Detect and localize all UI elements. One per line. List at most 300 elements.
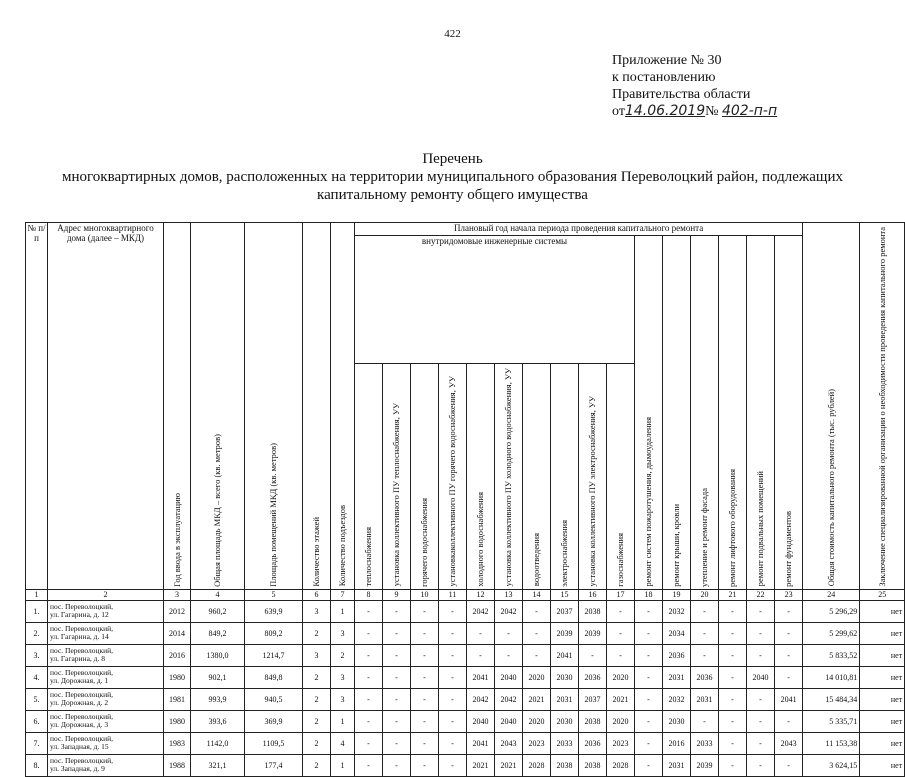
- cell-c21: -: [719, 666, 747, 688]
- cell-c19: 2032: [663, 688, 691, 710]
- cell-c19: 2031: [663, 666, 691, 688]
- header-premises-area-text: Площадь помещений МКД (кв. метров): [268, 442, 278, 587]
- cell-c9: -: [383, 622, 411, 644]
- cell-c9: -: [383, 710, 411, 732]
- cell-floors: 3: [303, 644, 331, 666]
- cell-c17: 2023: [607, 732, 635, 754]
- cell-c15: 2038: [551, 754, 579, 776]
- cell-c14: 2028: [523, 754, 551, 776]
- cell-floors: 2: [303, 666, 331, 688]
- cell-total: 1380,0: [191, 644, 245, 666]
- cell-c10: -: [411, 644, 439, 666]
- cell-cost: 14 010,81: [803, 666, 860, 688]
- cell-cost: 11 153,38: [803, 732, 860, 754]
- cell-c10: -: [411, 600, 439, 622]
- cell-c12: 2041: [467, 732, 495, 754]
- header-entrances-text: Количество подъездов: [337, 505, 347, 587]
- cell-c11: -: [439, 688, 467, 710]
- header-total-area-text: Общая площадь МКД – всего (кв. метров): [212, 433, 222, 587]
- cell-c19: 2031: [663, 754, 691, 776]
- column-number: 16: [579, 589, 607, 600]
- header-c12: [467, 364, 495, 589]
- header-c22-text: ремонт подвальных помещений: [755, 471, 765, 587]
- header-premises-area: [245, 223, 303, 590]
- column-number: 1: [26, 589, 48, 600]
- cell-c20: 2039: [691, 754, 719, 776]
- header-c15-text: электроснабжения: [559, 519, 569, 587]
- header-conclusion: [860, 223, 905, 590]
- cell-c18: -: [635, 644, 663, 666]
- title-line-2: многоквартирных домов, расположенных на территории муниципального образования Переволоцкий район, подлежащих: [62, 169, 843, 185]
- address-line-1: пос. Переволоцкий,: [50, 623, 114, 633]
- header-c13: [495, 364, 523, 589]
- header-c10: [411, 364, 439, 589]
- cell-c14: -: [523, 622, 551, 644]
- header-c18-text: ремонт систем пожаротушения, дымоудаления: [643, 417, 653, 587]
- cell-c17: 2020: [607, 710, 635, 732]
- appendix-line-3: Правительства области: [612, 87, 751, 102]
- cell-c23: -: [775, 666, 803, 688]
- cell-c16: 2038: [579, 600, 607, 622]
- cell-c15: 2030: [551, 710, 579, 732]
- address-line-2: ул. Западная, д. 9: [50, 764, 105, 774]
- address-line-1: пос. Переволоцкий,: [50, 667, 114, 677]
- buildings-table: [25, 222, 905, 777]
- cell-cost: 5 299,62: [803, 622, 860, 644]
- cell-c17: 2020: [607, 666, 635, 688]
- appendix-line-1: Приложение № 30: [612, 53, 722, 68]
- cell-c17: -: [607, 600, 635, 622]
- cell-c22: -: [747, 600, 775, 622]
- cell-c20: -: [691, 600, 719, 622]
- cell-address: [48, 688, 164, 710]
- address-line-1: пос. Переволоцкий,: [50, 645, 114, 655]
- cell-c18: -: [635, 666, 663, 688]
- address-line-1: пос. Переволоцкий,: [50, 755, 114, 765]
- table-row: [26, 710, 905, 732]
- cell-c19: 2032: [663, 600, 691, 622]
- cell-c15: 2031: [551, 688, 579, 710]
- header-c15: [551, 364, 579, 589]
- cell-c16: 2037: [579, 688, 607, 710]
- page-number: 422: [444, 28, 461, 40]
- cell-entr: 1: [331, 754, 355, 776]
- cell-c12: 2042: [467, 600, 495, 622]
- cell-c19: 2034: [663, 622, 691, 644]
- cell-c18: -: [635, 600, 663, 622]
- cell-c9: -: [383, 644, 411, 666]
- header-c16: [579, 364, 607, 589]
- cell-n: 8.: [26, 754, 48, 776]
- cell-c8: -: [355, 688, 383, 710]
- cell-year: 2014: [164, 622, 191, 644]
- cell-conc: нет: [860, 600, 905, 622]
- cell-c12: 2040: [467, 710, 495, 732]
- appendix-from: от: [612, 104, 625, 119]
- cell-c11: -: [439, 710, 467, 732]
- cell-c13: 2042: [495, 600, 523, 622]
- cell-year: 2012: [164, 600, 191, 622]
- cell-c11: -: [439, 754, 467, 776]
- cell-total: 321,1: [191, 754, 245, 776]
- cell-c9: -: [383, 754, 411, 776]
- header-c23-text: ремонт фундаментов: [783, 510, 794, 587]
- document-title: [20, 150, 885, 204]
- header-c20-text: утепление и ремонт фасада: [699, 487, 709, 587]
- cell-c11: -: [439, 666, 467, 688]
- cell-n: 7.: [26, 732, 48, 754]
- cell-c13: 2042: [495, 688, 523, 710]
- cell-c21: -: [719, 622, 747, 644]
- column-number: 25: [860, 589, 905, 600]
- cell-c14: 2020: [523, 710, 551, 732]
- cell-conc: нет: [860, 622, 905, 644]
- cell-prem: 369,9: [245, 710, 303, 732]
- cell-c9: -: [383, 666, 411, 688]
- cell-year: 1980: [164, 666, 191, 688]
- cell-c13: 2021: [495, 754, 523, 776]
- cell-c14: -: [523, 600, 551, 622]
- cell-entr: 3: [331, 688, 355, 710]
- address-line-2: ул. Западная, д. 15: [50, 742, 109, 752]
- header-floors: [303, 223, 331, 590]
- cell-prem: 1109,5: [245, 732, 303, 754]
- cell-cost: 5 335,71: [803, 710, 860, 732]
- cell-address: [48, 666, 164, 688]
- column-number: 24: [803, 589, 860, 600]
- cell-year: 1983: [164, 732, 191, 754]
- column-number: 5: [245, 589, 303, 600]
- cell-floors: 3: [303, 600, 331, 622]
- cell-c19: 2016: [663, 732, 691, 754]
- cell-prem: 809,2: [245, 622, 303, 644]
- cell-year: 2016: [164, 644, 191, 666]
- cell-total: 1142,0: [191, 732, 245, 754]
- cell-c18: -: [635, 754, 663, 776]
- cell-c14: 2020: [523, 666, 551, 688]
- cell-c20: -: [691, 710, 719, 732]
- cell-c17: 2021: [607, 688, 635, 710]
- cell-address: [48, 644, 164, 666]
- address-line-1: пос. Переволоцкий,: [50, 711, 114, 721]
- cell-c14: -: [523, 644, 551, 666]
- title-line-1: Перечень: [422, 151, 483, 167]
- cell-c18: -: [635, 710, 663, 732]
- header-year: [164, 223, 191, 590]
- cell-c21: -: [719, 600, 747, 622]
- cell-c20: 2033: [691, 732, 719, 754]
- cell-c16: 2036: [579, 666, 607, 688]
- cell-c16: -: [579, 644, 607, 666]
- cell-c23: -: [775, 600, 803, 622]
- cell-total: 902,1: [191, 666, 245, 688]
- header-planned-year: Плановый год начала периода проведения капитального ремонта: [355, 223, 803, 236]
- header-c21-text: ремонт лифтового оборудования: [727, 468, 737, 587]
- cell-c22: -: [747, 622, 775, 644]
- appendix-date-line: [612, 103, 777, 120]
- cell-n: 4.: [26, 666, 48, 688]
- cell-conc: нет: [860, 710, 905, 732]
- cell-conc: нет: [860, 644, 905, 666]
- cell-c10: -: [411, 688, 439, 710]
- cell-prem: 1214,7: [245, 644, 303, 666]
- cell-cost: 5 296,29: [803, 600, 860, 622]
- cell-c12: -: [467, 622, 495, 644]
- header-c8: [355, 364, 383, 589]
- cell-c16: 2038: [579, 710, 607, 732]
- header-cost-text: Общая стоимость капитального ремонта (тыс. рублей): [825, 389, 836, 587]
- header-c19-text: ремонт крыши, кровли: [671, 503, 681, 587]
- cell-c13: 2040: [495, 710, 523, 732]
- cell-year: 1988: [164, 754, 191, 776]
- column-number: 9: [383, 589, 411, 600]
- cell-conc: нет: [860, 732, 905, 754]
- header-floors-text: Количество этажей: [311, 517, 321, 587]
- cell-floors: 2: [303, 754, 331, 776]
- column-number: 19: [663, 589, 691, 600]
- cell-n: 1.: [26, 600, 48, 622]
- header-c16-text: установка коллективного ПУ электроснабжения, УУ: [587, 396, 597, 587]
- cell-c15: 2041: [551, 644, 579, 666]
- cell-c10: -: [411, 666, 439, 688]
- cell-c16: 2036: [579, 732, 607, 754]
- address-line-2: ул. Гагарина, д. 14: [50, 632, 109, 642]
- column-number: 11: [439, 589, 467, 600]
- table-row: [26, 732, 905, 754]
- header-c14-text: водоотведения: [531, 533, 541, 587]
- column-number: 13: [495, 589, 523, 600]
- table-row: [26, 754, 905, 776]
- column-number: 6: [303, 589, 331, 600]
- cell-floors: 2: [303, 732, 331, 754]
- cell-c21: -: [719, 710, 747, 732]
- cell-n: 2.: [26, 622, 48, 644]
- column-number: 14: [523, 589, 551, 600]
- header-entrances: [331, 223, 355, 590]
- cell-address: [48, 754, 164, 776]
- cell-total: 393,6: [191, 710, 245, 732]
- cell-c23: -: [775, 710, 803, 732]
- column-number: 8: [355, 589, 383, 600]
- cell-c13: 2040: [495, 666, 523, 688]
- cell-total: 960,2: [191, 600, 245, 622]
- column-number-row: [26, 589, 905, 600]
- cell-c23: -: [775, 622, 803, 644]
- cell-year: 1981: [164, 688, 191, 710]
- column-number: 7: [331, 589, 355, 600]
- table-row: [26, 622, 905, 644]
- cell-conc: нет: [860, 754, 905, 776]
- column-number: 17: [607, 589, 635, 600]
- cell-c15: 2039: [551, 622, 579, 644]
- cell-c13: -: [495, 644, 523, 666]
- header-c11: [439, 364, 467, 589]
- header-c17-text: газоснабжения: [615, 532, 625, 587]
- cell-address: [48, 622, 164, 644]
- cell-c23: 2041: [775, 688, 803, 710]
- header-c9-text: установка коллективного ПУ теплоснабжения, УУ: [391, 403, 401, 587]
- address-line-1: пос. Переволоцкий,: [50, 689, 114, 699]
- cell-c11: -: [439, 622, 467, 644]
- cell-c18: -: [635, 622, 663, 644]
- header-c13-text: установка коллективного ПУ холодного водоснабжения, УУ: [503, 368, 513, 587]
- cell-c20: -: [691, 644, 719, 666]
- cell-c22: -: [747, 688, 775, 710]
- cell-address: [48, 732, 164, 754]
- cell-entr: 1: [331, 600, 355, 622]
- column-number: 12: [467, 589, 495, 600]
- cell-c13: -: [495, 622, 523, 644]
- cell-n: 3.: [26, 644, 48, 666]
- address-line-2: ул. Дорожная, д. 2: [50, 698, 109, 708]
- cell-prem: 639,9: [245, 600, 303, 622]
- cell-c8: -: [355, 732, 383, 754]
- cell-year: 1980: [164, 710, 191, 732]
- column-number: 15: [551, 589, 579, 600]
- cell-c9: -: [383, 688, 411, 710]
- title-line-3: капитальному ремонту общего имущества: [317, 187, 588, 203]
- cell-floors: 2: [303, 622, 331, 644]
- address-line-1: пос. Переволоцкий,: [50, 601, 114, 611]
- header-num: № п/п: [26, 223, 48, 590]
- column-number: 3: [164, 589, 191, 600]
- cell-c18: -: [635, 688, 663, 710]
- appendix-line-2: к постановлению: [612, 70, 716, 85]
- cell-c21: -: [719, 754, 747, 776]
- cell-c11: -: [439, 732, 467, 754]
- cell-c16: 2039: [579, 622, 607, 644]
- cell-c9: -: [383, 600, 411, 622]
- cell-c22: -: [747, 710, 775, 732]
- cell-c8: -: [355, 666, 383, 688]
- cell-c16: 2038: [579, 754, 607, 776]
- cell-c10: -: [411, 710, 439, 732]
- cell-c15: 2033: [551, 732, 579, 754]
- cell-c19: 2036: [663, 644, 691, 666]
- address-line-2: ул. Гагарина, д. 12: [50, 610, 109, 620]
- header-internal-systems: внутридомовые инженерные системы: [355, 236, 635, 364]
- header-c20: [691, 236, 719, 590]
- address-line-2: ул. Дорожная, д. 1: [50, 676, 109, 686]
- cell-total: 849,2: [191, 622, 245, 644]
- cell-n: 6.: [26, 710, 48, 732]
- cell-c19: 2030: [663, 710, 691, 732]
- address-line-1: пос. Переволоцкий,: [50, 733, 114, 743]
- address-line-2: ул. Гагарина, д. 8: [50, 654, 105, 664]
- table-row: [26, 688, 905, 710]
- cell-c21: -: [719, 688, 747, 710]
- cell-prem: 177,4: [245, 754, 303, 776]
- cell-c11: -: [439, 644, 467, 666]
- header-c19: [663, 236, 691, 590]
- cell-c12: -: [467, 644, 495, 666]
- cell-entr: 3: [331, 622, 355, 644]
- cell-c22: 2040: [747, 666, 775, 688]
- appendix-number: 402-п-п: [721, 103, 778, 119]
- cell-cost: 5 833,52: [803, 644, 860, 666]
- cell-c8: -: [355, 710, 383, 732]
- cell-c8: -: [355, 644, 383, 666]
- cell-cost: 15 484,34: [803, 688, 860, 710]
- cell-c22: -: [747, 732, 775, 754]
- cell-floors: 2: [303, 688, 331, 710]
- header-c22: [747, 236, 775, 590]
- cell-c8: -: [355, 600, 383, 622]
- cell-c22: -: [747, 644, 775, 666]
- cell-c17: 2028: [607, 754, 635, 776]
- cell-c14: 2023: [523, 732, 551, 754]
- cell-c14: 2021: [523, 688, 551, 710]
- cell-c21: -: [719, 644, 747, 666]
- cell-c23: -: [775, 644, 803, 666]
- column-number: 4: [191, 589, 245, 600]
- header-c23: [775, 236, 803, 590]
- cell-c18: -: [635, 732, 663, 754]
- appendix-date: 14.06.2019: [624, 103, 706, 119]
- table-row: [26, 644, 905, 666]
- header-c11-text: установкаколлективного ПУ горячего водоснабжения, УУ: [447, 376, 457, 587]
- cell-c23: 2043: [775, 732, 803, 754]
- column-number: 18: [635, 589, 663, 600]
- cell-entr: 2: [331, 644, 355, 666]
- cell-entr: 4: [331, 732, 355, 754]
- cell-c12: 2042: [467, 688, 495, 710]
- table-row: [26, 600, 905, 622]
- cell-total: 993,9: [191, 688, 245, 710]
- column-number: 23: [775, 589, 803, 600]
- cell-n: 5.: [26, 688, 48, 710]
- cell-address: [48, 600, 164, 622]
- header-c21: [719, 236, 747, 590]
- cell-c20: 2036: [691, 666, 719, 688]
- cell-c21: -: [719, 732, 747, 754]
- cell-prem: 849,8: [245, 666, 303, 688]
- address-line-2: ул. Дорожная, д. 3: [50, 720, 109, 730]
- cell-c10: -: [411, 732, 439, 754]
- header-c17: [607, 364, 635, 589]
- cell-c13: 2043: [495, 732, 523, 754]
- cell-c20: -: [691, 622, 719, 644]
- cell-conc: нет: [860, 688, 905, 710]
- header-year-text: Год ввода в эксплуатацию: [171, 492, 182, 587]
- cell-prem: 940,5: [245, 688, 303, 710]
- header-total-area: [191, 223, 245, 590]
- cell-c9: -: [383, 732, 411, 754]
- header-c10-text: горячего водоснабжения: [419, 497, 429, 587]
- appendix-block: [612, 52, 777, 120]
- header-cost: [803, 223, 860, 590]
- cell-c10: -: [411, 754, 439, 776]
- cell-c17: -: [607, 622, 635, 644]
- cell-c10: -: [411, 622, 439, 644]
- cell-cost: 3 624,15: [803, 754, 860, 776]
- cell-c12: 2021: [467, 754, 495, 776]
- column-number: 2: [48, 589, 164, 600]
- cell-c12: 2041: [467, 666, 495, 688]
- header-conclusion-text: Заключение специализированной организации о необходимости проведения капитального ремонта: [876, 227, 887, 587]
- column-number: 10: [411, 589, 439, 600]
- header-c18: [635, 236, 663, 590]
- cell-c22: -: [747, 754, 775, 776]
- cell-entr: 3: [331, 666, 355, 688]
- cell-c20: 2031: [691, 688, 719, 710]
- cell-c23: -: [775, 754, 803, 776]
- header-c14: [523, 364, 551, 589]
- cell-entr: 1: [331, 710, 355, 732]
- table-body: [26, 600, 905, 776]
- column-number: 20: [691, 589, 719, 600]
- cell-c17: -: [607, 644, 635, 666]
